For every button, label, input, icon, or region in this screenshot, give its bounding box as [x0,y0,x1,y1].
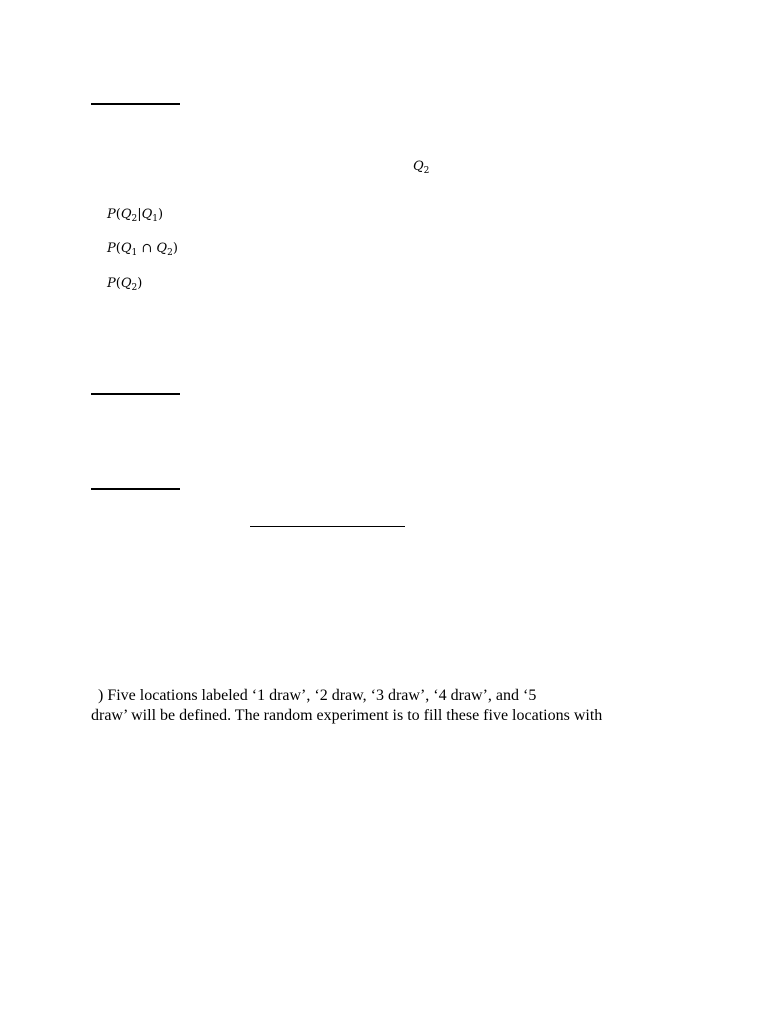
math-q2-symbol: $Q_2$ [413,159,430,176]
paragraph-line-2: draw’ will be defined. The random experiment is to fill these five locations with [91,707,603,724]
section-rule-1 [91,103,180,105]
math-conditional-probability: $P(Q_2|Q_1)$ [107,207,164,224]
section-rule-2 [91,393,180,395]
section-rule-3 [91,488,180,490]
math-intersection-probability: $P(Q_1$ ∩ $Q_2$) [107,241,178,258]
paragraph-line-1: ) Five locations labeled ‘1 draw’, ‘2 draw, ‘3 draw’, ‘4 draw’, and ‘5 [98,687,537,704]
answer-blank-rule [250,526,405,527]
math-marginal-probability: $P(Q_2)$ [107,276,143,293]
